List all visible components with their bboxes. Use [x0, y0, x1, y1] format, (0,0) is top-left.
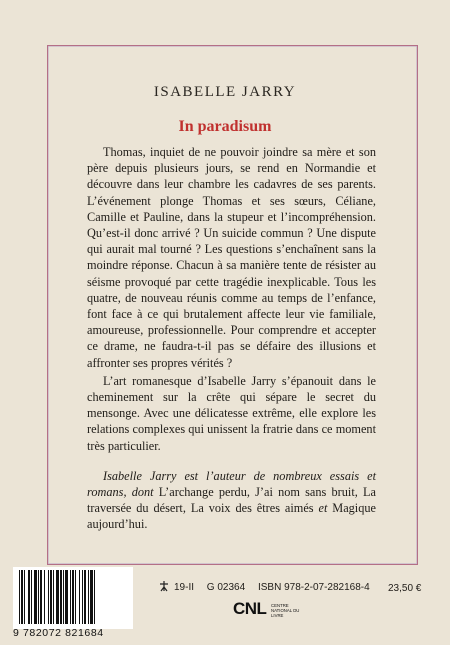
isbn-text: ISBN 978-2-07-282168-4 — [257, 582, 370, 593]
blurb-paragraph: Thomas, inquiet de ne pouvoir joindre sa mère et son père depuis plusieurs jours, se rend en Normandie et découvre dans leur chambre les cadavres de ses parents. L’événement plonge Thomas et ses sœurs, Céliane, Camille et Pauline, dans la stupeur et l’incompréhension. Qu’est-il donc arrivé ? Un suicide commun ? Une dispute qui aurait mal tourné ? Les questions s’enchaînent sans la moindre réponse. Chacun à sa manière tente de résister au séisme provoqué par cette tragédie inexplicable. Tous les quatre, de nouveau réunis comme au temps de l’enfance, font face à ce qui brutalement affecte leur vie familiale, amoureuse, professionnelle. Pour comprendre et accepter ce drame, ne faudra-t-il pas se défaire des illusions et affronter ses propres vérités ? — [87, 145, 376, 370]
barcode-bar — [34, 570, 37, 624]
barcode-bar — [75, 570, 76, 624]
barcode-bar — [38, 570, 39, 624]
barcode-bar — [28, 570, 30, 624]
cnl-logo-subtitle: CENTRE NATIONAL DU LIVRE — [271, 603, 300, 618]
author-name: ISABELLE JARRY — [153, 84, 297, 100]
barcode-bar — [31, 570, 32, 624]
barcode-bar — [19, 570, 20, 624]
barcode-bar — [56, 570, 59, 624]
bio-italic: et — [318, 501, 328, 516]
bio-italic: Isabelle Jarry est l’auteur de nombreux essais et romans, dont — [87, 468, 376, 500]
barcode-bar — [24, 570, 25, 624]
barcode-bar — [72, 570, 74, 624]
price: 23,50 € — [388, 583, 422, 594]
barcode-bar — [53, 570, 54, 624]
book-title: In paradisum — [178, 118, 272, 135]
publisher-logo-icon — [158, 580, 170, 592]
barcode-bar — [79, 570, 80, 624]
barcode-bar — [40, 570, 42, 624]
bio-titles: L’archange perdu, J’ai nom sans bruit, La traversée du désert, La voix des êtres aimés — [87, 485, 376, 516]
barcode-digits: 9 782072 821684 — [13, 627, 104, 639]
barcode-bar — [44, 570, 45, 624]
blurb-text — [87, 144, 376, 533]
barcode-bar — [84, 570, 86, 624]
barcode-bar — [63, 570, 64, 624]
blurb-paragraph: L’art romanesque d’Isabelle Jarry s’épanouit dans le cheminement sur la crête qui sépare le secret du mensonge. Avec une délicatesse extrême, elle explore les relations complexes qui unissent la fratrie dans ce moment très particulier. — [87, 373, 376, 453]
bio-titles: Magique aujourd’hui. — [87, 501, 376, 532]
barcode-bar — [90, 570, 93, 624]
barcode-bar — [60, 570, 62, 624]
imprint-code: 19-II — [174, 582, 195, 593]
cnl-logo: CNL — [233, 599, 267, 618]
barcode-bar — [65, 570, 68, 624]
barcode-bar — [70, 570, 71, 624]
barcode-bar — [48, 570, 49, 624]
barcode-bar — [88, 570, 89, 624]
isbn-barcode — [13, 567, 133, 629]
barcode-bar — [50, 570, 52, 624]
barcode-bar — [21, 570, 23, 624]
barcode-bar — [82, 570, 83, 624]
author-bio — [87, 468, 376, 533]
imprint-line — [174, 582, 380, 593]
imprint-code: G 02364 — [206, 582, 246, 593]
barcode-bar — [94, 570, 95, 624]
